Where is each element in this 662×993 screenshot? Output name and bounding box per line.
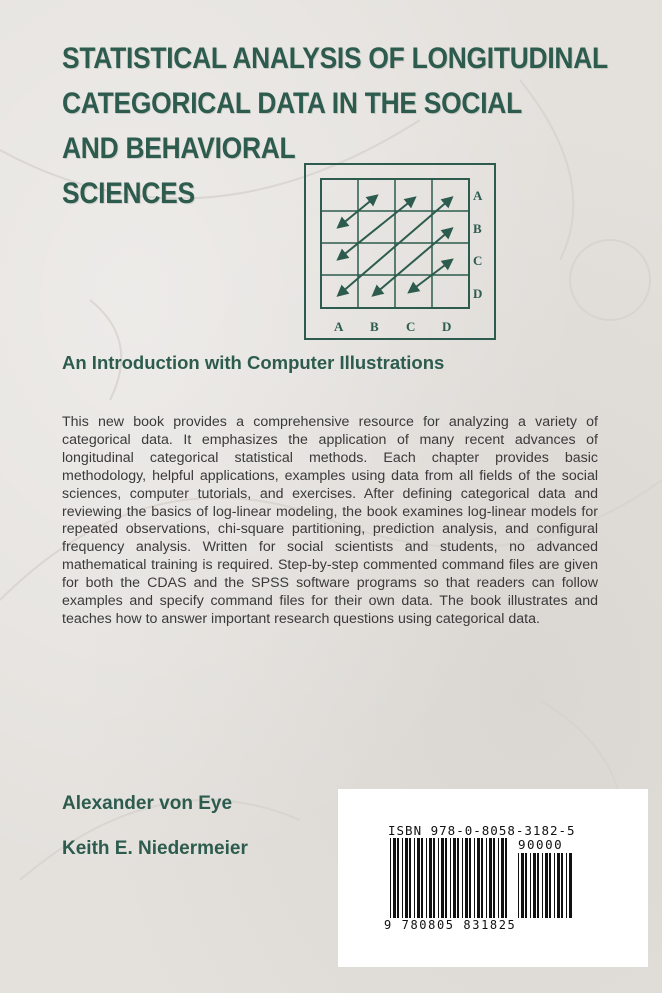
barcode-bar bbox=[429, 838, 432, 918]
barcode-bar bbox=[521, 853, 524, 918]
barcode-bar bbox=[537, 853, 539, 918]
col-label: C bbox=[406, 319, 416, 334]
barcode-bar bbox=[441, 838, 444, 918]
barcode-bar bbox=[569, 853, 572, 918]
barcode-bar bbox=[414, 838, 415, 918]
barcode-bar bbox=[445, 838, 447, 918]
row-label: C bbox=[473, 253, 483, 268]
barcode-bar bbox=[557, 853, 560, 918]
barcode-bar bbox=[409, 838, 411, 918]
barcode-bar bbox=[477, 838, 480, 918]
isbn-text: ISBN 978-0-8058-3182-5 bbox=[388, 823, 576, 838]
grid bbox=[321, 179, 469, 308]
title-line: CATEGORICAL DATA IN THE SOCIAL bbox=[62, 87, 522, 120]
book-description: This new book provides a comprehensive resource for analyzing a variety of categorical data. It emphasizes the application of many recent advances of longitudinal categorical statistical methods. Each chapter provides basic methodology, helpful applications, examples using data from all fields of the social sciences, computer tutorials, and exercises. After defining categorical data and reviewing the basics of log-linear modeling, the book examines log-linear models for repeated observations, chi-square partitioning, prediction analysis, and configural frequency analysis. Written for social scientists and students, no advanced mathematical training is required. Step-by-step commented command files are given for both the CDAS and the SPSS software programs so that readers can follow examples and specify command files for their own data. The book illustrates and teaches how to answer important research questions using categorical data. bbox=[62, 414, 598, 627]
barcode-bar bbox=[417, 838, 420, 918]
barcode-bar bbox=[518, 853, 519, 918]
barcode-bar bbox=[481, 838, 483, 918]
barcode-bar bbox=[549, 853, 551, 918]
barcode-bar bbox=[542, 853, 543, 918]
barcode-bar bbox=[402, 838, 403, 918]
arrow bbox=[376, 231, 449, 293]
barcode-bar bbox=[469, 838, 471, 918]
barcode-bar bbox=[525, 853, 527, 918]
barcode-bar bbox=[438, 838, 439, 918]
price-barcode bbox=[518, 853, 572, 918]
barcode-bar bbox=[566, 853, 567, 918]
author-name: Keith E. Niedermeier bbox=[62, 838, 248, 859]
author-name: Alexander von Eye bbox=[62, 793, 233, 814]
barcode-bar bbox=[450, 838, 451, 918]
row-label: B bbox=[473, 221, 482, 236]
row-label: D bbox=[473, 286, 483, 301]
isbn-barcode bbox=[390, 838, 510, 918]
barcode-bar bbox=[489, 838, 492, 918]
title-line: SCIENCES bbox=[62, 177, 195, 210]
barcode-bar bbox=[462, 838, 463, 918]
barcode-bar bbox=[426, 838, 427, 918]
barcode-bar bbox=[421, 838, 423, 918]
barcode-bar bbox=[397, 838, 399, 918]
barcode-bar bbox=[554, 853, 555, 918]
col-label: B bbox=[370, 319, 379, 334]
barcode-bar bbox=[505, 838, 507, 918]
barcode-bar bbox=[498, 838, 499, 918]
barcode-bar bbox=[545, 853, 548, 918]
barcode-bar bbox=[533, 853, 536, 918]
barcode-bar bbox=[453, 838, 456, 918]
book-subtitle: An Introduction with Computer Illustrations bbox=[62, 352, 445, 373]
title-line: STATISTICAL ANALYSIS OF LONGITUDINAL bbox=[62, 42, 608, 75]
col-label: D bbox=[442, 319, 452, 334]
barcode-bar bbox=[493, 838, 495, 918]
barcode-bar bbox=[465, 838, 468, 918]
row-label: A bbox=[473, 188, 483, 203]
barcode-bar bbox=[561, 853, 563, 918]
arrow bbox=[412, 262, 449, 290]
barcode-bar bbox=[501, 838, 504, 918]
col-label: A bbox=[334, 319, 344, 334]
barcode-bar bbox=[393, 838, 396, 918]
title-line: AND BEHAVIORAL bbox=[62, 132, 296, 165]
barcode-bar bbox=[474, 838, 475, 918]
barcode-bar bbox=[530, 853, 531, 918]
barcode-bar bbox=[390, 838, 391, 918]
barcode-bar bbox=[486, 838, 487, 918]
arrow bbox=[341, 200, 412, 257]
barcode-bar bbox=[405, 838, 408, 918]
barcode-bar bbox=[457, 838, 459, 918]
barcode-bar bbox=[433, 838, 435, 918]
cross-tab-diagram bbox=[304, 163, 496, 340]
price-code: 90000 bbox=[518, 837, 564, 852]
barcode-digits: 9 780805 831825 bbox=[384, 918, 517, 932]
